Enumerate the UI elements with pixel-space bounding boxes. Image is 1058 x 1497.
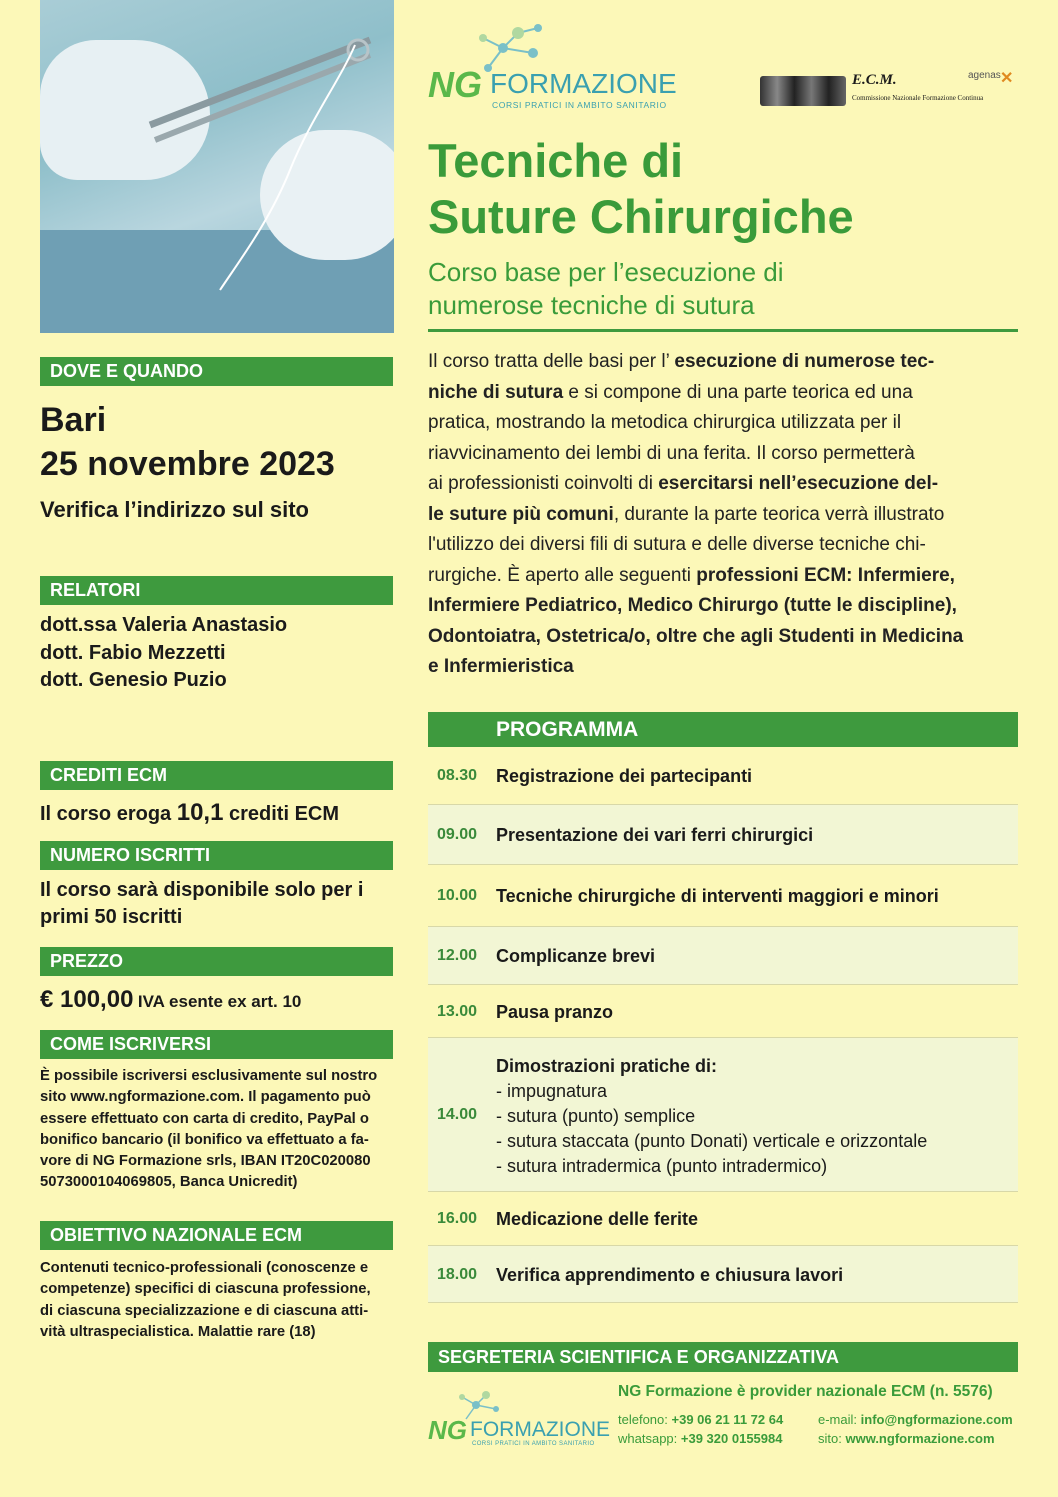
course-description: Il corso tratta delle basi per l’ esecuzione di numerose tec- niche di sutura e si compone di una parte teorica ed una pratica, mostrando la metodica chirurgica utilizzata per il riavvicinamento dei lembi di una ferita. Il corso permetterà ai professionisti coinvolti di esercitarsi nell’esecuzione del- le suture più comuni, durante la parte teorica verrà illustrato l'utilizzo dei diversi fili di sutura e delle diverse tecniche chi- rurgiche. È aperto alle seguenti professioni ECM: Infermiere, Infermiere Pediatrico, Medico Chirurgo (tutte le discipline), Odontoiatra, Ostetrica/o, oltre che agli Studenti in Medicina e Infermieristica [428,351,964,677]
speaker-1: dott.ssa Valeria Anastasio [40,614,288,636]
price-amount: € 100,00 [40,986,134,1013]
email-link[interactable]: info@ngformazione.com [860,1412,1013,1427]
program-row: 09.00 Presentazione dei vari ferri chirurgici [428,805,1018,865]
price-text [40,986,301,1014]
program-header: PROGRAMMA [428,712,1018,747]
event-city: Bari [40,401,107,439]
program-row: 08.30 Registrazione dei partecipanti [428,747,1018,805]
program-row: 16.00 Medicazione delle ferite [428,1192,1018,1246]
secretariat-header: SEGRETERIA SCIENTIFICA E ORGANIZZATIVA [428,1342,1018,1372]
address-note: Verifica l’indirizzo sul sito [40,497,309,522]
ecm-logo [760,70,1014,110]
ng-logo-footer: NG FORMAZIONE CORSI PRATICI IN AMBITO SANITARIO [428,1385,608,1455]
objective-text: Contenuti tecnico-professionali (conoscenze e competenze) specifici di ciascuna professione, di ciascuna specializzazione e di ciascuna atti- vità ultraspecialistica. Malattie rare (18) [40,1260,371,1340]
speaker-2: dott. Fabio Mezzetti [40,642,226,664]
speakers-header: RELATORI [40,576,393,605]
whatsapp-line: whatsapp: +39 320 0155984 [618,1431,783,1446]
title-divider [428,329,1018,332]
enrolled-header: NUMERO ISCRITTI [40,841,393,870]
program-row: 13.00 Pausa pranzo [428,985,1018,1038]
logo-formazione: FORMAZIONE [490,68,677,99]
email-line: e-mail: info@ngformazione.com [818,1412,1013,1427]
course-title-line2: Suture Chirurgiche [428,190,854,243]
ecm-group-image [760,76,846,106]
logo-tagline: CORSI PRATICI IN AMBITO SANITARIO [492,100,667,110]
speaker-3: dott. Genesio Puzio [40,669,227,691]
whatsapp-number[interactable]: +39 320 0155984 [680,1431,783,1446]
course-subtitle-line2: numerose tecniche di sutura [428,290,755,320]
credits-header: CREDITI ECM [40,761,393,790]
course-subtitle-line1: Corso base per l’esecuzione di [428,257,784,287]
course-title-line1: Tecniche di [428,134,684,187]
agenas-mark-icon: ✕ [1000,70,1014,87]
event-date: 25 novembre 2023 [40,445,335,483]
site-line: sito: www.ngformazione.com [818,1431,995,1446]
agenas-logo: agenas [968,70,1001,81]
ng-logo [428,18,698,113]
ecm-subtitle: Commissione Nazionale Formazione Continua [852,94,984,102]
credits-value: 10,1 [176,799,224,826]
surgical-photo [40,0,394,333]
phone-number[interactable]: +39 06 21 11 72 64 [671,1412,784,1427]
program-row: 12.00 Complicanze brevi [428,927,1018,985]
howto-header: COME ISCRIVERSI [40,1030,393,1059]
program-row: 18.00 Verifica apprendimento e chiusura lavori [428,1246,1018,1303]
program-row: 14.00 Dimostrazioni pratiche di: - impugnatura - sutura (punto) semplice - sutura staccata (punto Donati) verticale e orizzontale - sutura intradermica (punto intradermico) [428,1038,1018,1192]
provider-note: NG Formazione è provider nazionale ECM (n. 5576) [618,1383,993,1400]
where-when-header: DOVE E QUANDO [40,357,393,386]
objective-header: OBIETTIVO NAZIONALE ECM [40,1221,393,1250]
phone-line: telefono: +39 06 21 11 72 64 [618,1412,784,1427]
credits-text: Il corso eroga 10,1 crediti ECM [40,799,340,826]
ecm-title: E.C.M. [852,72,897,88]
enrolled-line2: primi 50 iscritti [40,906,183,928]
price-header: PREZZO [40,947,393,976]
site-link[interactable]: www.ngformazione.com [845,1431,995,1446]
enrolled-line1: Il corso sarà disponibile solo per i [40,879,364,901]
howto-text: È possibile iscriversi esclusivamente sul nostro sito www.ngformazione.com. Il pagamento può essere effettuato con carta di credito, PayPal o bonifico bancario (il bonifico va effettuato a fa- vore di NG Formazione srls, IBAN IT20C020080 5073000104069805, Banca Unicredit) [40,1068,378,1191]
logo-ng: NG [428,64,482,105]
program-row: 10.00 Tecniche chirurgiche di interventi maggiori e minori [428,865,1018,927]
price-note: IVA esente ex art. 10 [137,992,302,1011]
